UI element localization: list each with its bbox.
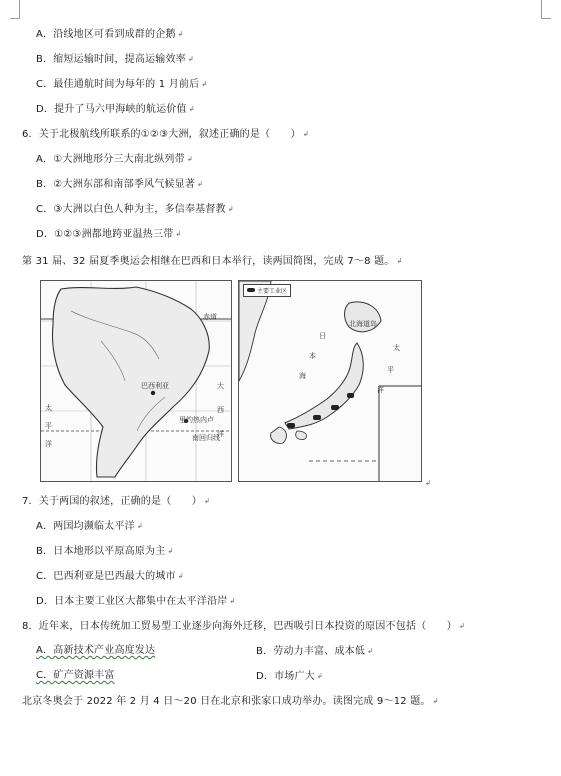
japan-map-legend <box>243 284 291 297</box>
honshu-island <box>285 343 363 429</box>
label-pacific-2: 平 <box>45 422 52 430</box>
label-japan-sea-3: 海 <box>299 372 306 380</box>
legend-swatch <box>247 288 255 292</box>
q7-option-b: B．日本地形以平原高原为主 ↲ <box>36 546 174 557</box>
label-atlantic-2: 西 <box>217 406 224 414</box>
brazil-map <box>40 280 232 482</box>
q7-stem: 7．关于两国的叙述，正确的是（ ） ↲ <box>22 496 211 507</box>
label-pacific-3: 洋 <box>45 440 52 448</box>
label-hokkaido: 北海道岛 <box>349 320 377 328</box>
q5-option-b: B．缩短运输时间，提高运输效率 ↲ <box>36 54 194 65</box>
shikoku-island <box>296 431 307 440</box>
q6-option-a: A．①大洲地形分三大南北纵列带 ↲ <box>36 154 193 165</box>
legend-label: 主要工业区 <box>257 288 288 295</box>
kyushu-island <box>271 427 287 443</box>
q7-option-a: A．两国均濒临太平洋 ↲ <box>36 521 143 532</box>
page-corner-mark-right <box>541 0 551 19</box>
label-pacific-jp-1: 太 <box>393 344 400 352</box>
page-corner-mark-left <box>10 0 20 19</box>
label-equator: 赤道 <box>203 313 217 321</box>
figure-paragraph-mark: ↲ <box>425 479 431 487</box>
q6-stem: 6．关于北极航线所联系的①②③大洲，叙述正确的是（ ） ↲ <box>22 129 309 140</box>
q8-option-d: D．市场广大 ↲ <box>256 671 323 682</box>
q8-option-c: C．矿产资源丰富 <box>36 670 115 681</box>
q8-stem: 8．近年来，日本传统加工贸易型工业逐步向海外迁移，巴西吸引日本投资的原因不包括（ ） ↲ <box>22 621 466 632</box>
q6-option-d: D．①②③洲都地跨亚温热三带 ↲ <box>36 229 182 240</box>
q6-option-c: C．③大洲以白色人种为主，多信奉基督教 ↲ <box>36 204 234 215</box>
q7-option-c: C．巴西利亚是巴西最大的城市 ↲ <box>36 571 184 582</box>
label-atlantic-3: 洋 <box>217 430 224 438</box>
label-japan-sea-1: 日 <box>319 332 326 340</box>
label-rio: 里约热内卢 <box>179 416 214 424</box>
q5-option-a: A．沿线地区可看到成群的企鹅 ↲ <box>36 29 184 40</box>
label-tropic: 南回归线 <box>192 434 220 442</box>
q5-option-c: C．最佳通航时间为每年的 1 月前后 ↲ <box>36 79 208 90</box>
q8-option-b: B．劳动力丰富、成本低 ↲ <box>256 646 374 657</box>
label-japan-sea-2: 本 <box>309 352 316 360</box>
brasilia-marker <box>151 391 155 395</box>
intro-7-8: 第 31 届、32 届夏季奥运会相继在巴西和日本举行，读两国简图，完成 7～8 题。 ↲ <box>22 256 403 267</box>
q8-option-a: A．高新技术产业高度发达 <box>36 645 156 656</box>
q5-option-d: D．提升了马六甲海峡的航运价值 ↲ <box>36 104 195 115</box>
japan-map-drawing <box>239 281 421 481</box>
label-brasilia: 巴西利亚 <box>141 382 169 390</box>
label-pacific-jp-2: 平 <box>387 366 394 374</box>
label-pacific-jp-3: 洋 <box>377 386 384 394</box>
inset-frame <box>379 386 421 481</box>
label-pacific-1: 太 <box>45 404 52 412</box>
label-atlantic-1: 大 <box>217 382 224 390</box>
q6-option-b: B．②大洲东部和南部季风气候显著 ↲ <box>36 179 204 190</box>
intro-9-12: 北京冬奥会于 2022 年 2 月 4 日～20 日在北京和张家口成功举办。读图完成 9～12 题。 ↲ <box>22 696 439 707</box>
q7-option-d: D．日本主要工业区大都集中在太平洋沿岸 ↲ <box>36 596 236 607</box>
brazil-map-drawing <box>41 281 231 481</box>
brazil-outline <box>53 287 210 477</box>
japan-map <box>238 280 422 482</box>
